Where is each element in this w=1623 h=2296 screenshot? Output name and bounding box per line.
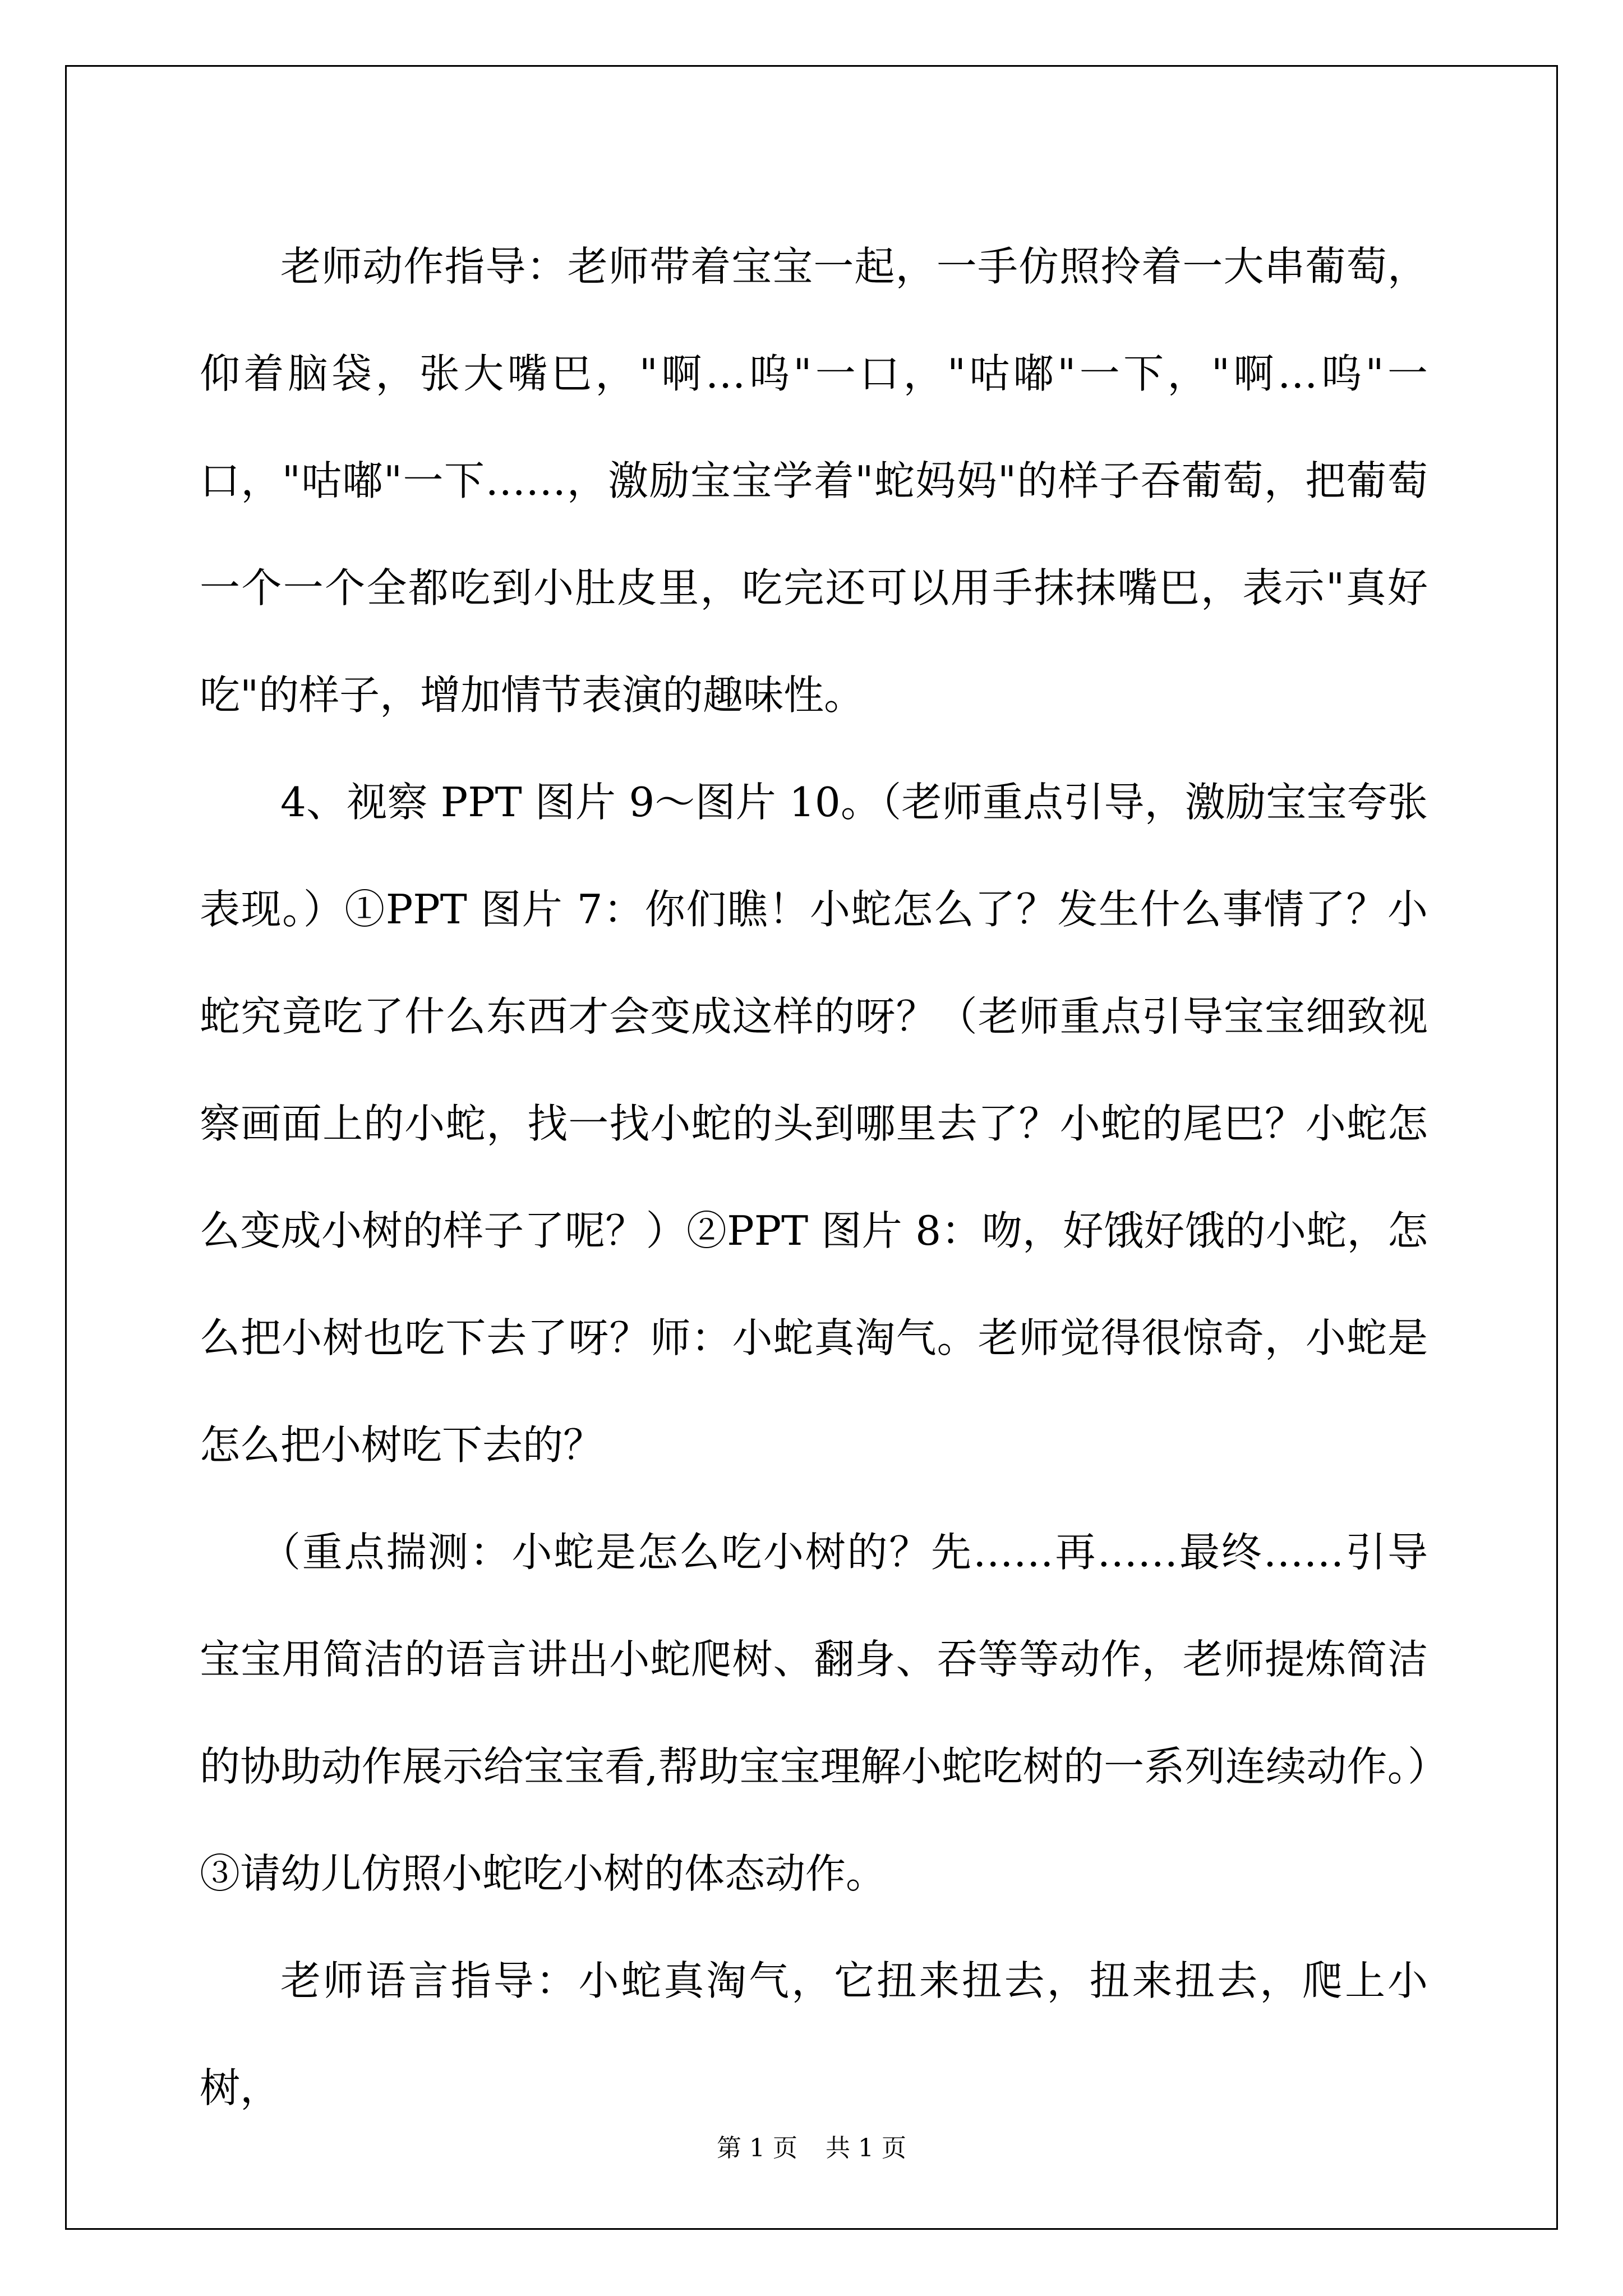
page-number-total: 共 1 页 bbox=[826, 2134, 906, 2162]
paragraph-teacher-action-guide: 老师动作指导：老师带着宝宝一起，一手仿照拎着一大串葡萄，仰着脑袋，张大嘴巴，"啊…呜"一口，"咕嘟"一下，"啊…呜"一口，"咕嘟"一下……，激励宝宝学着"蛇妈妈"的样子吞葡萄，把葡萄一个一个全都吃到小肚皮里，吃完还可以用手抹抹嘴巴，表示"真好吃"的样子，增加情节表演的趣味性。 bbox=[200, 243, 1428, 719]
page-number-current: 第 1 页 bbox=[717, 2134, 797, 2162]
document-body bbox=[200, 213, 1428, 2142]
paragraph-key-guess: （重点揣测：小蛇是怎么吃小树的？先……再……最终……引导宝宝用简洁的语言讲出小蛇爬树、翻身、吞等等动作，老师提炼简洁的协助动作展示给宝宝看,帮助宝宝理解小蛇吃树的一系列连续动作。）③请幼儿仿照小蛇吃小树的体态动作。 bbox=[200, 1529, 1428, 1897]
paragraph-teacher-language-guide: 老师语言指导：小蛇真淘气，它扭来扭去，扭来扭去，爬上小树， bbox=[200, 1957, 1428, 2111]
paragraph-observe-ppt: 4、视察 PPT 图片 9～图片 10。（老师重点引导，激励宝宝夸张表现。）①PPT 图片 7：你们瞧！小蛇怎么了？发生什么事情了？小蛇究竟吃了什么东西才会变成这样的呀？（老师重点引导宝宝细致视察画面上的小蛇，找一找小蛇的头到哪里去了？小蛇的尾巴？小蛇怎么变成小树的样子了呢？）②PPT 图片 8：吻，好饿好饿的小蛇，怎么把小树也吃下去了呀？师：小蛇真淘气。老师觉得很惊奇，小蛇是怎么把小树吃下去的？ bbox=[200, 779, 1428, 1469]
page-footer bbox=[0, 2132, 1623, 2165]
